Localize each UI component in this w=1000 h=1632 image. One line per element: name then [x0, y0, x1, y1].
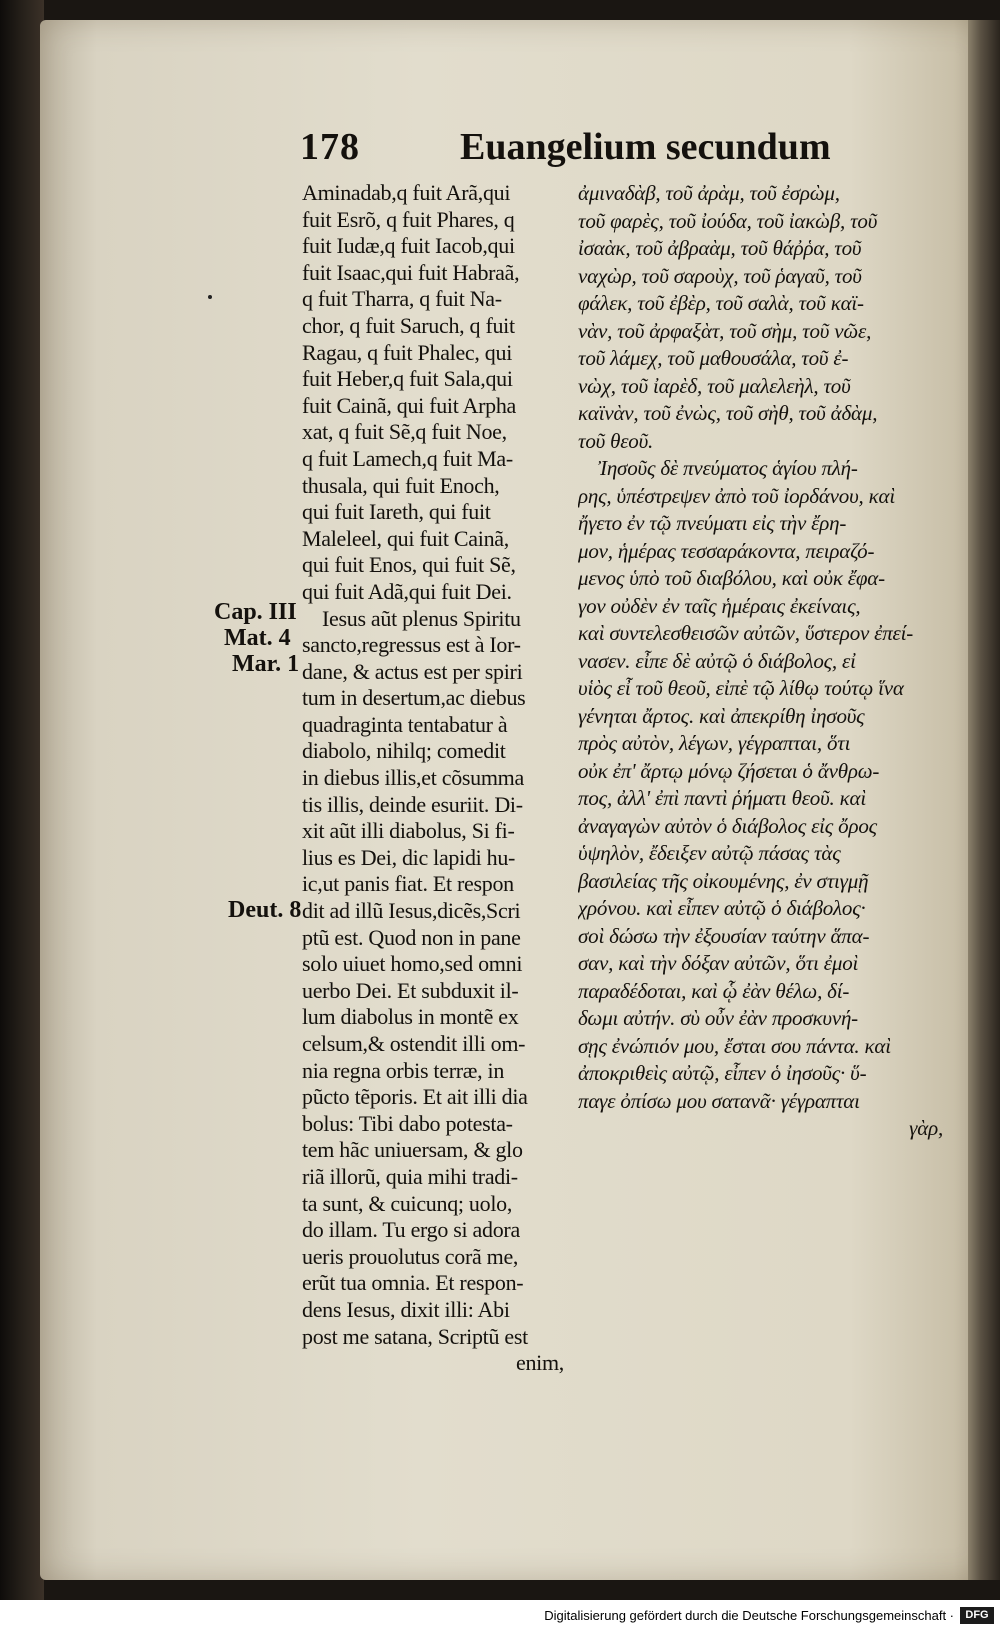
- footer-bar: [0, 1600, 1000, 1632]
- text-line: lum diabolus in montẽ ex: [302, 1004, 519, 1030]
- text-line: riã illorũ, quia mihi tradi-: [302, 1163, 518, 1189]
- text-line: τοῦ θεοῦ.: [578, 428, 654, 453]
- text-line: sancto,regressus est à Ior-: [302, 632, 521, 658]
- text-line: σῃς ἐνώπιόν μου, ἔσται σου πάντα. καὶ: [578, 1033, 891, 1058]
- text-line: tem hãc uniuersam, & glo: [302, 1137, 523, 1163]
- text-line: ἀποκριθεὶς αὐτῷ, εἶπεν ὁ ἰησοῦς· ὕ-: [578, 1061, 867, 1085]
- text-line: ἰσαὰκ, τοῦ ἀβραὰμ, τοῦ θάῤῥα, τοῦ: [578, 236, 862, 260]
- text-line: enim,: [516, 1350, 564, 1376]
- text-line: ptũ est. Quod non in pane: [302, 924, 521, 950]
- text-line: in diebus illis,et cõsumma: [302, 765, 524, 791]
- footer-credit: Digitalisierung gefördert durch die Deutsche Forschungsgemeinschaft ·: [544, 1608, 954, 1623]
- text-line: βασιλείας τῆς οἰκουμένης, ἐν στιγμῇ: [578, 868, 869, 893]
- text-line: δωμι αὐτήν. σὺ οὖν ἐὰν προσκυνή-: [578, 1006, 858, 1030]
- text-line: ic,ut panis fiat. Et respon: [302, 871, 514, 897]
- text-line: ὑψηλὸν, ἔδειξεν αὐτῷ πάσας τὰς: [578, 841, 841, 865]
- text-line: ueris prouolutus corã me,: [302, 1243, 519, 1269]
- text-line: dens Iesus, dixit illi: Abi: [302, 1296, 510, 1322]
- text-line: καὶ συντελεσθεισῶν αὐτῶν, ὕστερον ἐπεί-: [578, 621, 914, 645]
- text-line: καϊνὰν, τοῦ ἐνὼς, τοῦ σὴθ, τοῦ ἀδὰμ,: [578, 401, 878, 425]
- dfg-logo: DFG: [960, 1607, 994, 1624]
- text-line: do illam. Tu ergo si adora: [302, 1217, 520, 1243]
- text-line: diabolo, nihilq; comedit: [302, 738, 506, 764]
- text-line: νὰν, τοῦ ἀρφαξὰτ, τοῦ σὴμ, τοῦ νῶε,: [578, 318, 872, 343]
- text-line: οὐκ ἐπ' ἄρτῳ μόνῳ ζήσεται ὁ ἄνθρω-: [578, 758, 880, 783]
- text-line: solo uiuet homo,sed omni: [302, 951, 523, 977]
- running-head: Euangelium secundum: [460, 126, 831, 168]
- text-line: ναχὼρ, τοῦ σαροὺχ, τοῦ ῥαγαῦ, τοῦ: [578, 263, 862, 288]
- book-left-edge: [0, 0, 44, 1600]
- text-line: παγε ὀπίσω μου σατανᾶ· γέγραπται: [578, 1088, 860, 1113]
- margin-note-mat: Mat. 4: [224, 625, 291, 651]
- text-line: τοῦ φαρὲς, τοῦ ἰούδα, τοῦ ἰακὼβ, τοῦ: [578, 208, 878, 233]
- text-line: qui fuit Adã,qui fuit Dei.: [302, 578, 512, 604]
- text-line: fuit Isaac,qui fuit Habraã,: [302, 259, 520, 285]
- text-line: Maleleel, qui fuit Cainã,: [302, 525, 509, 551]
- text-line: q fuit Tharra, q fuit Na-: [302, 286, 502, 312]
- text-line: bolus: Tibi dabo potesta-: [302, 1110, 513, 1136]
- text-line: μον, ἡμέρας τεσσαράκοντα, πειραζό-: [578, 538, 875, 563]
- text-line: q fuit Lamech,q fuit Ma-: [302, 445, 513, 471]
- margin-note-cap: Cap. III: [214, 599, 297, 625]
- text-line: σαν, καὶ τὴν δόξαν αὐτῶν, ὅτι ἐμοὶ: [578, 951, 859, 975]
- text-line: ta sunt, & cuicunq; uolo,: [302, 1190, 513, 1216]
- text-line: chor, q fuit Saruch, q fuit: [302, 312, 515, 338]
- text-line: υἱὸς εἶ τοῦ θεοῦ, εἰπὲ τῷ λίθῳ τούτῳ ἵνα: [578, 676, 904, 700]
- text-line: xit aũt illi diabolus, Si fi-: [302, 818, 515, 844]
- margin-note-deut: Deut. 8: [228, 897, 302, 923]
- margin-note-mar: Mar. 1: [232, 651, 300, 677]
- text-line: χρόνου. καὶ εἶπεν αὐτῷ ὁ διάβολος·: [578, 896, 866, 920]
- text-line: νὼχ, τοῦ ἰαρὲδ, τοῦ μαλελεὴλ, τοῦ: [578, 373, 851, 398]
- text-line: Ragau, q fuit Phalec, qui: [302, 339, 513, 365]
- text-line: tis illis, deinde esuriit. Di-: [302, 791, 523, 817]
- text-line: celsum,& ostendit illi om-: [302, 1031, 526, 1056]
- text-line: Iesus aũt plenus Spiritu: [322, 605, 521, 631]
- text-line: tum in desertum,ac diebus: [302, 685, 526, 711]
- text-line: uerbo Dei. Et subduxit il-: [302, 977, 519, 1003]
- text-line: fuit Esrõ, q fuit Phares, q: [302, 206, 515, 232]
- text-line: τοῦ λάμεχ, τοῦ μαθουσάλα, τοῦ ἐ-: [578, 346, 849, 370]
- text-line: φάλεκ, τοῦ ἐβὲρ, τοῦ σαλὰ, τοῦ καϊ-: [578, 291, 864, 315]
- page-header: [300, 125, 860, 175]
- text-line: thusala, qui fuit Enoch,: [302, 472, 500, 498]
- text-line: qui fuit Iareth, qui fuit: [302, 499, 491, 525]
- text-line: σοὶ δώσω τὴν ἐξουσίαν ταύτην ἅπα-: [578, 923, 870, 948]
- text-line: nia regna orbis terræ, in: [302, 1057, 505, 1083]
- text-line: μενος ὑπὸ τοῦ διαβόλου, καὶ οὐκ ἔφα-: [578, 566, 885, 590]
- text-line: pũcto tẽporis. Et ait illi dia: [302, 1084, 528, 1110]
- text-line: post me satana, Scriptũ est: [302, 1323, 528, 1349]
- text-line: ρης, ὑπέστρεψεν ἀπὸ τοῦ ἰορδάνου, καὶ: [578, 483, 895, 508]
- text-line: ἤγετο ἐν τῷ πνεύματι εἰς τὴν ἔρη-: [578, 511, 847, 535]
- text-line: fuit Cainã, qui fuit Arpha: [302, 392, 516, 418]
- text-line: γὰρ,: [909, 1116, 943, 1140]
- text-line: ἀναγαγὼν αὐτὸν ὁ διάβολος εἰς ὄρος: [578, 813, 877, 838]
- text-line: dane, & actus est per spiri: [302, 658, 523, 684]
- text-line: Ἰησοῦς δὲ πνεύματος ἁγίου πλή-: [598, 456, 858, 480]
- text-line: πος, ἀλλ' ἐπὶ παντὶ ῥήματι θεοῦ. καὶ: [578, 786, 866, 810]
- text-line: ἀμιναδὰβ, τοῦ ἀρὰμ, τοῦ ἐσρὼμ,: [578, 181, 840, 205]
- page-number: 178: [300, 126, 360, 168]
- text-line: fuit Heber,q fuit Sala,qui: [302, 366, 513, 392]
- text-line: dit ad illũ Iesus,dicẽs,Scri: [302, 898, 521, 924]
- text-line: παραδέδοται, καὶ ᾧ ἐὰν θέλω, δί-: [578, 978, 850, 1003]
- text-line: γον οὐδὲν ἐν ταῖς ἡμέραις ἐκείναις,: [578, 593, 861, 618]
- text-line: πρὸς αὐτὸν, λέγων, γέγραπται, ὅτι: [578, 731, 851, 755]
- text-line: γένηται ἄρτος. καὶ ἀπεκρίθη ἰησοῦς: [578, 703, 865, 728]
- text-line: lius es Dei, dic lapidi hu-: [302, 844, 516, 870]
- text-line: Aminadab,q fuit Arã,qui: [302, 180, 511, 205]
- margin-dot: [208, 295, 212, 299]
- text-line: qui fuit Enos, qui fuit Sẽ,: [302, 552, 516, 578]
- greek-text-column: [578, 180, 943, 1143]
- text-line: erũt tua omnia. Et respon-: [302, 1270, 524, 1296]
- book-right-edge: [968, 20, 1000, 1580]
- text-line: fuit Iudæ,q fuit Iacob,qui: [302, 233, 515, 259]
- latin-text-column: [302, 180, 564, 1377]
- text-line: quadraginta tentabatur à: [302, 711, 508, 737]
- text-line: xat, q fuit Sẽ,q fuit Noe,: [302, 419, 507, 445]
- text-line: νασεν. εἶπε δὲ αὐτῷ ὁ διάβολος, εἰ: [578, 648, 856, 673]
